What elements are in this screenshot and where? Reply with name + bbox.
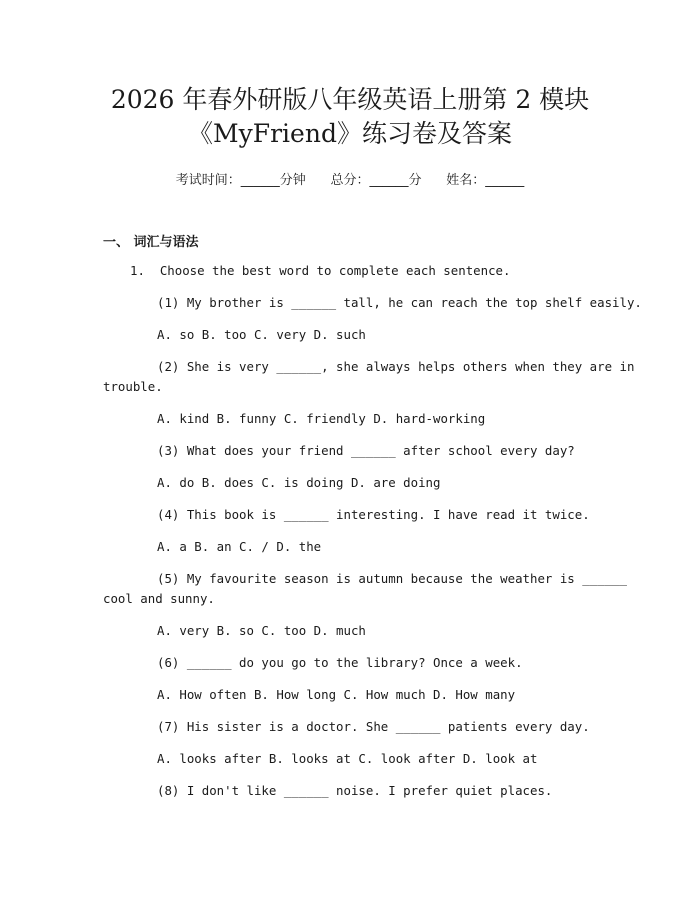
answer-options: A. so B. too C. very D. such [157, 327, 366, 342]
question-item: (5) My favourite season is autumn because the weather is ______ [157, 571, 627, 586]
title-line-2: 《MyFriend》练习卷及答案 [188, 119, 512, 148]
question-item: (1) My brother is ______ tall, he can reach the top shelf easily. [157, 295, 642, 310]
answer-options: A. a B. an C. / D. the [157, 539, 322, 554]
question-item-continued: trouble. [103, 379, 163, 394]
title-line-1: 2026 年春外研版八年级英语上册第 2 模块 [110, 85, 590, 114]
answer-options: A. do B. does C. is doing D. are doing [157, 475, 441, 490]
answer-options: A. How often B. How long C. How much D. How many [157, 687, 516, 702]
question-item: (4) This book is ______ interesting. I have read it twice. [157, 507, 590, 522]
question-item: (8) I don't like ______ noise. I prefer quiet places. [157, 783, 553, 798]
answer-options: A. looks after B. looks at C. look after D. look at [157, 751, 538, 766]
answer-options: A. very B. so C. too D. much [157, 623, 366, 638]
question-item: (6) ______ do you go to the library? Once a week. [157, 655, 523, 670]
question-item: (7) His sister is a doctor. She ______ patients every day. [157, 719, 590, 734]
question-item-continued: cool and sunny. [103, 591, 215, 606]
answer-options: A. kind B. funny C. friendly D. hard-working [157, 411, 486, 426]
question-item: (3) What does your friend ______ after school every day? [157, 443, 575, 458]
exam-info: 考试时间：______分钟 总分：______分 姓名：______ [175, 173, 525, 188]
question-instruction: 1. Choose the best word to complete each sentence. [130, 263, 511, 278]
section-heading: 一、 词汇与语法 [103, 235, 199, 250]
question-item: (2) She is very ______, she always helps others when they are in [157, 359, 635, 374]
